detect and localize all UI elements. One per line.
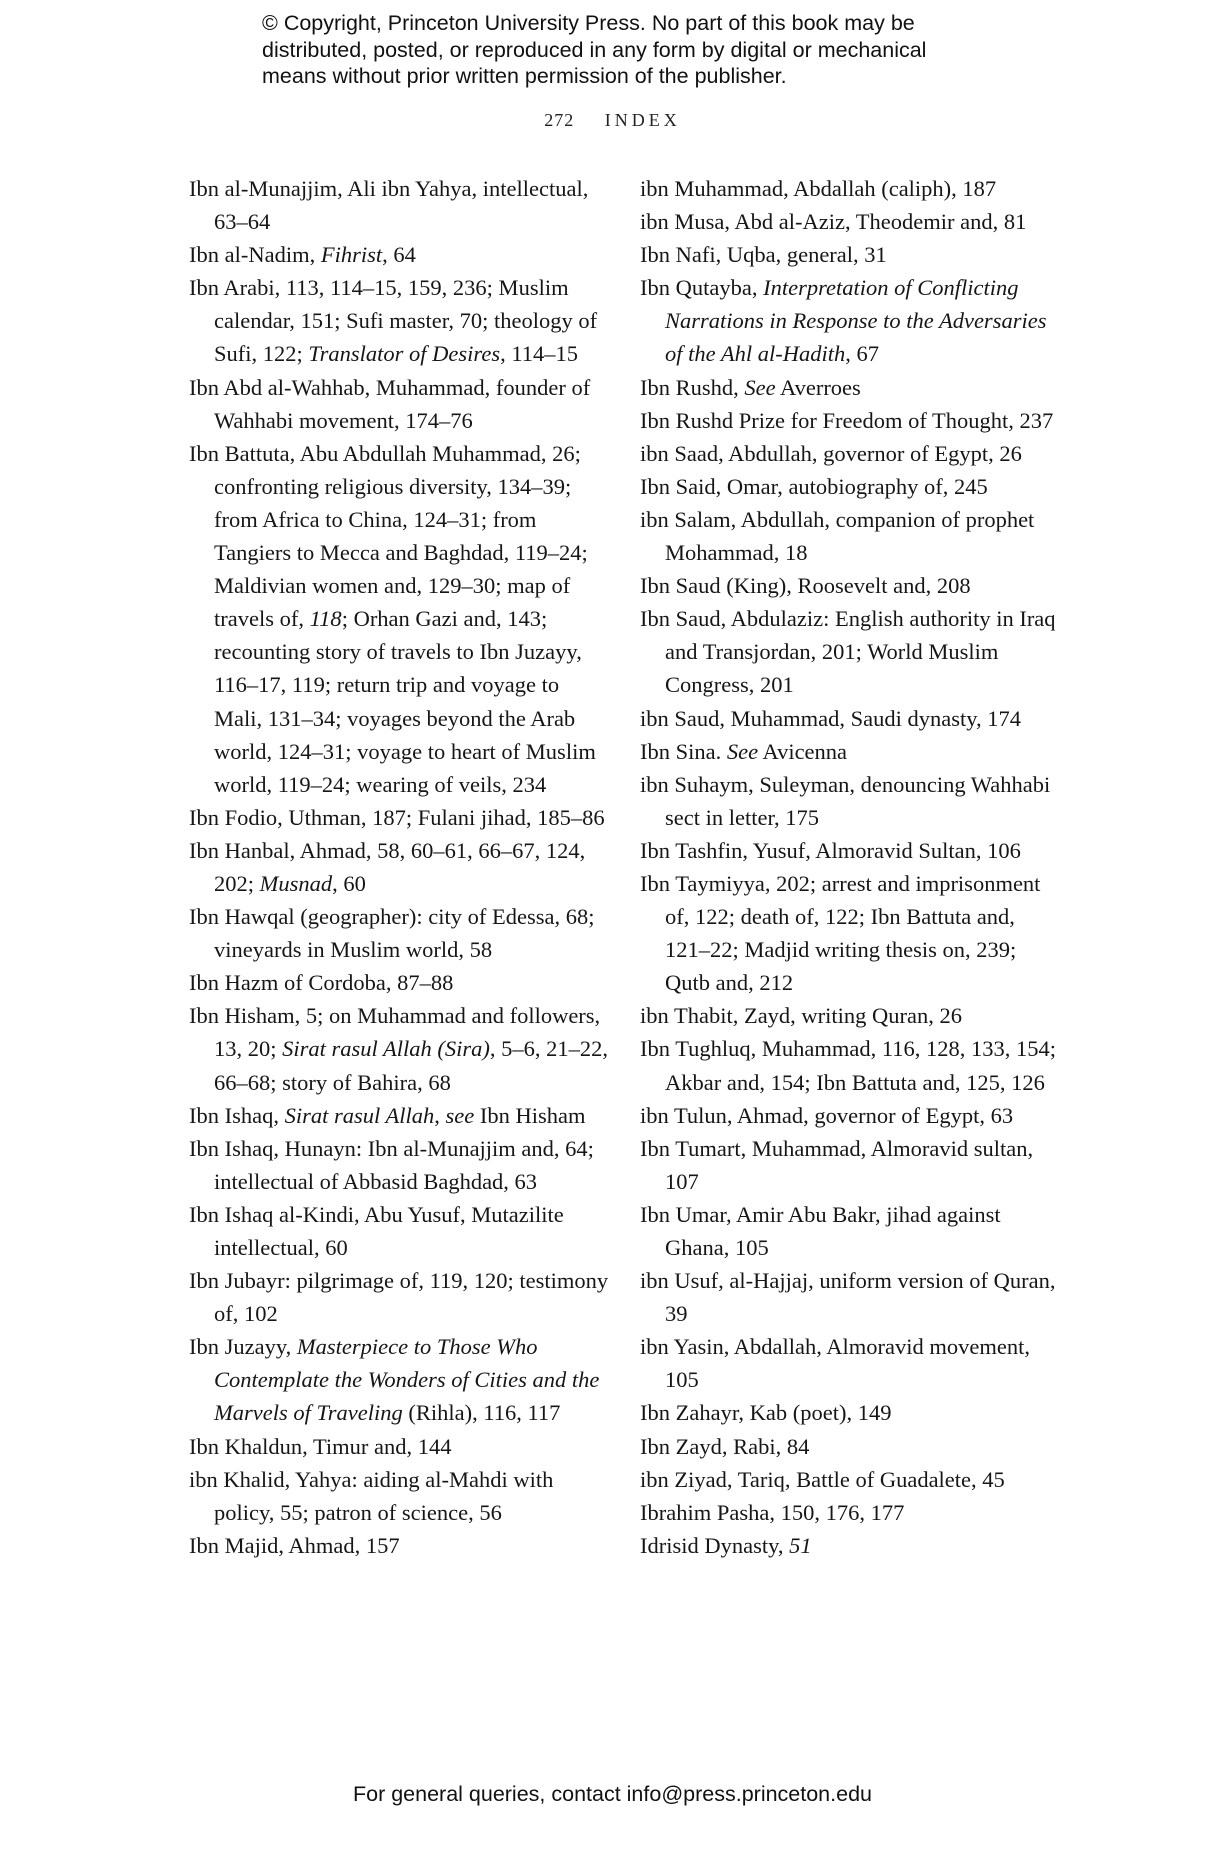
index-entry-text: Averroes xyxy=(775,374,861,400)
index-entry-text: Avicenna xyxy=(758,738,848,764)
index-entry-text: , 67 xyxy=(845,341,879,367)
index-entry-text: Ibn Sina. xyxy=(640,738,727,764)
index-entry-italic-text: 118 xyxy=(309,606,342,632)
index-entry xyxy=(640,999,1060,1032)
index-entry-italic-text: see xyxy=(445,1102,475,1128)
index-entry-text: Ibn Said, Omar, autobiography of, 245 xyxy=(640,473,988,499)
index-entry-text: Ibn Ishaq, Hunayn: Ibn al-Munajjim and, 64; intellectual of Abbasid Baghdad, 63 xyxy=(189,1135,594,1194)
index-entry-italic-text: Interpretation of Conflicting Narrations in Response to the Adversaries of the Ahl al-Hadith xyxy=(665,275,1047,367)
index-entry-text: Ibn Zahayr, Kab (poet), 149 xyxy=(640,1400,892,1426)
index-entry xyxy=(189,966,609,999)
index-entry xyxy=(640,1032,1060,1098)
index-entry-text: Ibn al-Munajjim, Ali ibn Yahya, intellectual, 63–64 xyxy=(189,176,589,235)
index-entry-text: ibn Khalid, Yahya: aiding al-Mahdi with policy, 55; patron of science, 56 xyxy=(189,1466,554,1525)
index-entry xyxy=(189,1099,609,1132)
index-entry-text: , 114–15 xyxy=(500,341,579,367)
index-entry xyxy=(189,1132,609,1198)
index-entry xyxy=(189,1330,609,1429)
index-entry-text: Ibn Majid, Ahmad, 157 xyxy=(189,1532,400,1558)
index-entry-italic-text: Masterpiece to Those Who Contemplate the Wonders of Cities and the Marvels of Traveling xyxy=(214,1334,600,1426)
index-entry xyxy=(640,238,1060,271)
index-entry-text: ibn Musa, Abd al-Aziz, Theodemir and, 81 xyxy=(640,209,1027,235)
index-entry xyxy=(640,1529,1060,1562)
index-entry xyxy=(189,999,609,1098)
index-entry xyxy=(189,238,609,271)
index-entry-text: ibn Usuf, al-Hajjaj, uniform version of Quran, 39 xyxy=(640,1268,1056,1327)
index-entry-text: Ibn al-Nadim, xyxy=(189,242,321,268)
index-entry xyxy=(640,371,1060,404)
copyright-line: © Copyright, Princeton University Press. No part of this book may be xyxy=(262,11,915,35)
index-entry xyxy=(189,172,609,238)
index-entry-italic-text: See xyxy=(726,738,759,764)
running-head xyxy=(0,110,1225,131)
index-entry-text: ibn Yasin, Abdallah, Almoravid movement, 105 xyxy=(640,1334,1030,1393)
index-entry xyxy=(189,1430,609,1463)
index-entry-text: ibn Saud, Muhammad, Saudi dynasty, 174 xyxy=(640,705,1022,731)
index-entry-text: Ibn Abd al-Wahhab, Muhammad, founder of Wahhabi movement, 174–76 xyxy=(189,374,591,433)
index-entry-text: Ibn Juzayy, xyxy=(189,1334,297,1360)
index-entry xyxy=(640,172,1060,205)
index-entry-text: Ibn Taymiyya, 202; arrest and imprisonment of, 122; death of, 122; Ibn Battuta and, 121–22; Madjid writing thesis on, 239; Qutb and, 212 xyxy=(640,870,1041,996)
index-entry xyxy=(189,1529,609,1562)
index-entry-text: , xyxy=(434,1102,446,1128)
index-entry-text: ibn Saad, Abdullah, governor of Egypt, 26 xyxy=(640,440,1022,466)
index-entry xyxy=(189,801,609,834)
index-entry xyxy=(640,735,1060,768)
index-entry xyxy=(640,1463,1060,1496)
copyright-line: means without prior written permission of the publisher. xyxy=(262,64,787,88)
index-entry-text: ibn Tulun, Ahmad, governor of Egypt, 63 xyxy=(640,1102,1014,1128)
index-entry xyxy=(640,271,1060,370)
index-entry-text: Ibn Hazm of Cordoba, 87–88 xyxy=(189,970,454,996)
page-number: 272 xyxy=(544,110,575,130)
index-entry-text: ibn Ziyad, Tariq, Battle of Guadalete, 45 xyxy=(640,1466,1005,1492)
index-entry xyxy=(640,1496,1060,1529)
index-entry-text: Ibn Zayd, Rabi, 84 xyxy=(640,1433,810,1459)
copyright-line: distributed, posted, or reproduced in any form by digital or mechanical xyxy=(262,37,927,62)
index-entry-text: , 64 xyxy=(382,242,416,268)
index-entry-text: ; Orhan Gazi and, 143; recounting story of travels to Ibn Juzayy, 116–17, 119; return trip and voyage to Mali, 131–34; voyages beyond the Arab world, 124–31; voyage to heart of Muslim world, 119–24; wearing of veils, 234 xyxy=(214,606,596,797)
index-entry-text: Ibn Rushd Prize for Freedom of Thought, 237 xyxy=(640,407,1054,433)
index-entry-text: Ibn Battuta, Abu Abdullah Muhammad, 26; confronting religious diversity, 134–39; from Africa to China, 124–31; from Tangiers to Mecca and Baghdad, 119–24; Maldivian women and, 129–30; map of travels of, xyxy=(189,440,588,632)
index-entry-text: Ibn Jubayr: pilgrimage of, 119, 120; testimony of, 102 xyxy=(189,1268,609,1327)
index-entry-italic-text: Musnad xyxy=(259,870,333,896)
index-entry-text: Ibn Tashfin, Yusuf, Almoravid Sultan, 106 xyxy=(640,837,1021,863)
index-entry-text: Ibn Ishaq, xyxy=(189,1102,285,1128)
index-entry xyxy=(640,1198,1060,1264)
index-entry-text: Ibn Hisham xyxy=(474,1102,586,1128)
index-entry xyxy=(640,768,1060,834)
index-entry-text: Ibrahim Pasha, 150, 176, 177 xyxy=(640,1499,905,1525)
index-entry xyxy=(640,1330,1060,1396)
index-entry-text: (Rihla), 116, 117 xyxy=(402,1400,561,1426)
index-entry-italic-text: Sirat rasul Allah xyxy=(284,1102,435,1128)
index-entry-italic-text: See xyxy=(744,374,776,400)
index-entry-text: , 5–6, 21–22, 66–68; story of Bahira, 68 xyxy=(214,1036,608,1095)
index-entry xyxy=(640,437,1060,470)
index-entry xyxy=(640,503,1060,569)
index-entry xyxy=(640,569,1060,602)
index-entry xyxy=(640,1132,1060,1198)
index-column-right xyxy=(640,172,1060,1562)
index-entry xyxy=(640,834,1060,867)
index-entry-text: Ibn Umar, Amir Abu Bakr, jihad against Ghana, 105 xyxy=(640,1201,1001,1260)
index-entry-italic-text: Fihrist xyxy=(320,242,383,268)
index-entry-text: Ibn Tughluq, Muhammad, 116, 128, 133, 154; Akbar and, 154; Ibn Battuta and, 125, 126 xyxy=(640,1036,1057,1095)
index-entry-text: Ibn Khaldun, Timur and, 144 xyxy=(189,1433,452,1459)
index-entry-text: ibn Thabit, Zayd, writing Quran, 26 xyxy=(640,1003,963,1029)
index-entry-text: , 60 xyxy=(332,870,366,896)
index-entry-text: Idrisid Dynasty, xyxy=(640,1532,790,1558)
index-entry-text: Ibn Arabi, 113, 114–15, 159, 236; Muslim calendar, 151; Sufi master, 70; theology of Sufi, 122; xyxy=(189,275,598,367)
index-entry-italic-text: Sirat rasul Allah (Sira) xyxy=(282,1036,490,1062)
index-entry-italic-text: 51 xyxy=(789,1532,812,1558)
index-entry xyxy=(189,900,609,966)
index-entry-text: Ibn Hawqal (geographer): city of Edessa, 68; vineyards in Muslim world, 58 xyxy=(189,904,595,963)
index-entry xyxy=(189,437,609,801)
index-entry xyxy=(640,404,1060,437)
index-entry xyxy=(640,1264,1060,1330)
index-entry-text: Ibn Tumart, Muhammad, Almoravid sultan, 107 xyxy=(640,1135,1034,1194)
index-entry xyxy=(640,1430,1060,1463)
index-entry xyxy=(640,470,1060,503)
index-entry-text: Ibn Hanbal, Ahmad, 58, 60–61, 66–67, 124, 202; xyxy=(189,837,586,896)
index-entry xyxy=(640,602,1060,701)
index-entry xyxy=(640,205,1060,238)
index-entry xyxy=(189,834,609,900)
index-entry-text: ibn Salam, Abdullah, companion of prophet Mohammad, 18 xyxy=(640,506,1035,566)
index-column-left xyxy=(189,172,609,1562)
index-entry xyxy=(189,1463,609,1529)
section-title: INDEX xyxy=(604,110,681,130)
index-entry-text: Ibn Hisham, 5; on Muhammad and followers, 13, 20; xyxy=(189,1003,601,1062)
footer-contact: For general queries, contact info@press.princeton.edu xyxy=(352,1782,872,1806)
index-entry xyxy=(189,271,609,370)
index-entry-text: Ibn Qutayba, xyxy=(640,275,764,301)
index-entry-text: ibn Muhammad, Abdallah (caliph), 187 xyxy=(640,176,997,201)
index-entry-text: Ibn Fodio, Uthman, 187; Fulani jihad, 185–86 xyxy=(189,804,605,830)
index-entry xyxy=(189,1264,609,1330)
index-entry xyxy=(640,867,1060,999)
index-entry-italic-text: Translator of Desires xyxy=(308,341,501,367)
index-entry-text: ibn Suhaym, Suleyman, denouncing Wahhabi sect in letter, 175 xyxy=(640,771,1051,830)
index-entry xyxy=(640,1099,1060,1132)
index-entry-text: Ibn Rushd, xyxy=(640,374,745,400)
copyright-notice xyxy=(262,10,982,90)
index-entry xyxy=(640,702,1060,735)
index-entry xyxy=(640,1396,1060,1429)
index-entry-text: Ibn Nafi, Uqba, general, 31 xyxy=(640,242,887,268)
index-entry xyxy=(189,1198,609,1264)
index-entry-text: Ibn Saud (King), Roosevelt and, 208 xyxy=(640,573,971,599)
index-entry-text: Ibn Ishaq al-Kindi, Abu Yusuf, Mutazilite intellectual, 60 xyxy=(189,1201,564,1260)
index-entry-text: Ibn Saud, Abdulaziz: English authority in Iraq and Transjordan, 201; World Muslim Congress, 201 xyxy=(640,606,1056,698)
index-entry xyxy=(189,371,609,437)
